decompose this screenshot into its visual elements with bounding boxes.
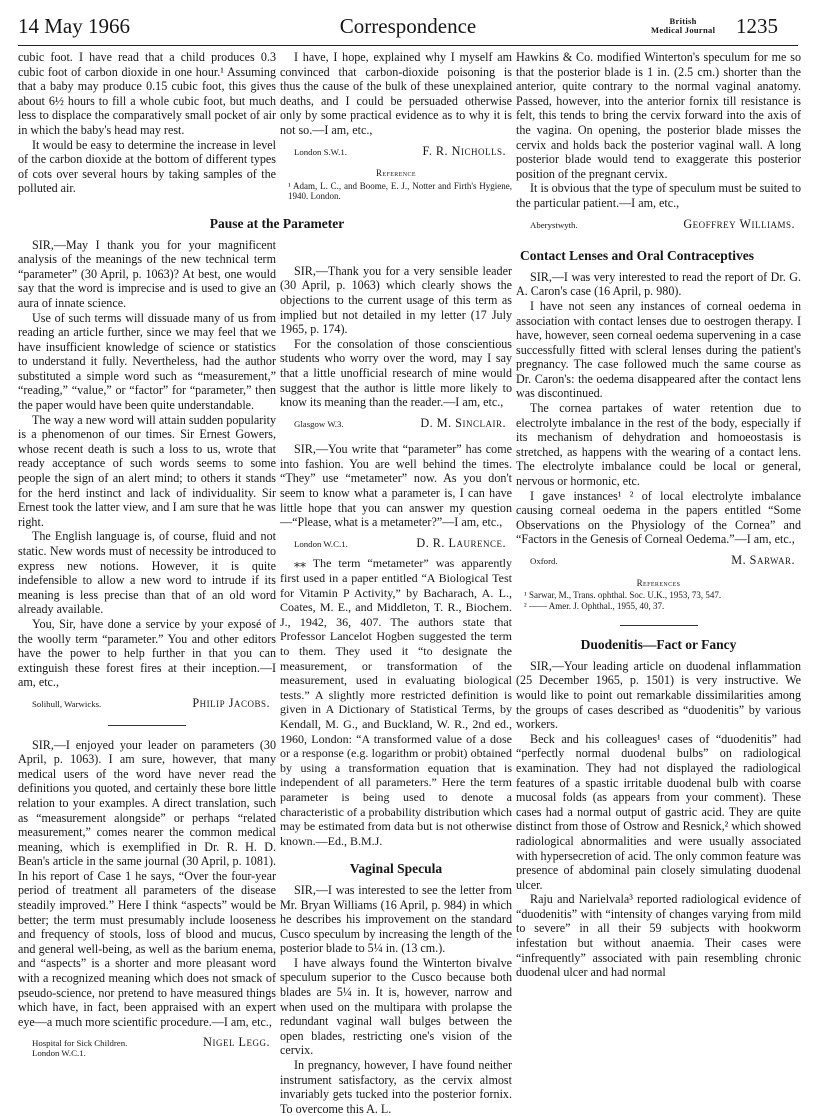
page-header: [0, 0, 816, 40]
paragraph: I have always found the Winterton bivalve speculum superior to the Cusco because both blades are 5¼ in. It is, however, narrow and when used on the multipara with prolapse the redundant vaginal wall bulges between the open blades, restricting one's vision of the cervix.: [280, 955, 512, 1058]
reference: ² —— Amer. J. Ophthal., 1955, 40, 37.: [524, 600, 665, 611]
paragraph: I have not seen any instances of corneal oedema in association with contact lenses due to oestrogen therapy. I have, however, seen corneal oedema supervening in a case successfully fitted with scleral lenses during the patient's pregnancy. The case followed much the same course as Dr. Caron's: the oedema disappeared after the contact lens was discontinued.: [516, 298, 801, 401]
letter-duodenitis: [516, 659, 801, 980]
signature-place: London W.C.1.: [294, 538, 348, 549]
signature: [18, 1035, 276, 1058]
signature: [516, 553, 801, 568]
signature: [280, 416, 512, 431]
article-title: Pause at the Parameter: [209, 215, 345, 231]
paragraph: SIR,—Your leading article on duodenal inflammation (25 December 1965, p. 1501) is very instructive. We would like to point out remarkable dissimilarities among the groups of cases described as “duodenitis” by various workers.: [516, 658, 801, 732]
issue-date: 14 May 1966: [18, 14, 130, 38]
section-title: Correspondence: [339, 14, 477, 38]
column-2: [280, 50, 512, 1116]
spacer: [280, 202, 512, 264]
letter-nicholls: [280, 50, 512, 202]
signature: [280, 144, 512, 159]
letter-continuation: [18, 50, 276, 196]
references-heading: Reference: [376, 168, 416, 179]
signature-name: Geoffrey Williams.: [683, 216, 795, 231]
signature: [280, 536, 512, 551]
paragraph: Use of such terms will dissuade many of us from reading an article further, since we may feel that we have insufficient knowledge of science or statistics to understand it fully. Nevertheless, had the author substituted a simple word such as “measurement,” “reading,” “value,” or “factor” for “parameter,” then the paper would have been quite understandable.: [18, 310, 276, 413]
paragraph: It is obvious that the type of speculum must be suited to the particular patient.—I am, etc.,: [516, 181, 801, 210]
paragraph: SIR,—I was interested to see the letter from Mr. Bryan Williams (16 April, p. 984) in which he describes his improvement on the standard Cusco speculum by increasing the length of the posterior blade to 5¼ in. (13 cm.).: [280, 882, 512, 956]
letter-jacobs: [18, 238, 276, 711]
signature-name: Nigel Legg.: [203, 1035, 270, 1050]
paragraph: Hawkins & Co. modified Winterton's speculum for me so that the posterior blade is 1 in. (2.5 cm.) shorter than the anterior, quite contrary to the normal vaginal anatomy. Passed, however, into the anterior fornix till resistance is felt, this tends to bring the cervix forward into the axis of the vagina. On opening, the posterior blade misses the cervix and holds back the posterior vaginal wall. A long posterior blade would tend to exaggerate this posterior position of the pregnant cervix.: [516, 50, 801, 181]
article-title: Contact Lenses and Oral Contraceptives: [520, 248, 754, 264]
column-3: [516, 50, 801, 980]
paragraph: For the consolation of those conscientious students who worry over the word, may I say that a little unofficial research of mine would suggest that the author is little more likely to know its meaning than the reader.—I am, etc.,: [280, 336, 512, 410]
signature-name: F. R. Nicholls.: [422, 143, 506, 158]
signature-name: M. Sarwar.: [731, 553, 795, 567]
paragraph: The way a new word will attain sudden popularity is a phenomenon of our times. Sir Ernest Gowers, whose recent death is such a loss to us, wrote that ready acceptance of such words seems to some people the sign of an alert mind; to others it stands for the herd instinct and lack of individuality. Sir Ernest took the latter view, and I am sure that he was right.: [18, 412, 276, 529]
paragraph: Raju and Narielvala³ reported radiological evidence of “duodenitis” with “intensity of changes varying from mild to severe” in all their 59 subjects with hookworm infestation but without anaemia. Their cases were “infrequently” associated with pain resembling chronic duodenal ulcer and had normal: [516, 892, 801, 980]
paragraph: It would be easy to determine the increase in level of the carbon dioxide at the bottom of different types of cots over several hours by taking samples of the polluted air.: [18, 137, 276, 196]
signature-place: Glasgow W.3.: [294, 418, 344, 429]
letter-sinclair: [280, 264, 512, 431]
paragraph: SIR,—You write that “parameter” has come into fashion. You are well behind the times. “They” use “metameter” now. As you don't seem to know what a parameter is, I can have little hope that you can answer my question—“Please, what is a metameter?”—I am, etc.,: [280, 442, 512, 530]
signature-name: D. R. Laurence.: [416, 535, 506, 550]
article-title: Vaginal Specula: [349, 861, 443, 877]
signature: [18, 696, 276, 711]
signature-place: Aberystwyth.: [530, 219, 578, 230]
letter-legg: [18, 738, 276, 1059]
paragraph: You, Sir, have done a service by your exposé of the woolly term “parameter.” You and other editors have the power to help further in that you can extinguish these forest fires at their inception.—I am, etc.,: [18, 616, 276, 690]
paragraph: SIR,—I was very interested to read the report of Dr. G. A. Caron's case (16 April, p. 980).: [516, 269, 801, 299]
separator: [620, 625, 698, 626]
paragraph: SIR,—I enjoyed your leader on parameters (30 April, p. 1063). I am sure, however, that many medical users of the word have never read the definitions you quoted, and certainly these bore little relation to your examples. A direct translation, such as “measurement alongside” or perhaps “related measurement,” comes nearer the common medical meaning, which is exemplified in Dr. R. H. D. Bean's article in the same journal (30 April, p. 1081). In his report of Case 1 he says, “Over the four-year period of treatment all parameters of the disease steadily improved.” Here I think “aspects” would be better; the term must presumably include looseness and frequency of stools, loss of blood and mucus, and general well-being, as well as the barium enema, and “aspects” is a shorter and more pleasant word with a recognized meaning which does not smack of pseudo-science, nor pretend to have measured things which have, in fact, been appraised with an expert eye—a much more scientific procedure.—I am, etc.,: [18, 737, 276, 1029]
signature-place: Solihull, Warwicks.: [32, 698, 102, 709]
paragraph: The English language is, of course, fluid and not static. New words must of necessity be introduced to express new notions. However, it is quite indefensible to allow a new word to intrude if its meaning is less precise than that of an old word already available.: [18, 529, 276, 617]
reference: ¹ Sarwar, M., Trans. ophthal. Soc. U.K., 1953, 73, 547.: [524, 590, 722, 601]
paragraph: I have, I hope, explained why I myself am convinced that carbon-dioxide poisoning is thus the cause of the bulk of these unexplained deaths, and I could be persuaded otherwise only by some practical evidence as to why it is not so.—I am, etc.,: [280, 50, 512, 137]
signature: [516, 217, 801, 232]
signature-place: Oxford.: [530, 556, 558, 566]
reference: ¹ Adam, L. C., and Boome, E. J., Notter and Firth's Hygiene, 1940. London.: [288, 180, 512, 202]
article-title: Duodenitis—Fact or Fancy: [580, 637, 737, 653]
paragraph: The cornea partakes of water retention due to electrolyte imbalance in the rest of the body, especially if its mechanism of dehydration and homoeostasis is stretched, as happens with the wearing of a contact lens. The electrolyte imbalance could be local or general, nervous or hormonic, etc.: [516, 401, 801, 489]
header-rule: [18, 45, 798, 46]
signature-place: Hospital for Sick Children. London W.C.1.: [32, 1038, 128, 1059]
journal-name: British Medical Journal: [651, 16, 716, 35]
signature-place: London S.W.1.: [294, 146, 347, 157]
paragraph: In pregnancy, however, I have found neither instrument satisfactory, as the cervix almost invariably gets tucked into the posterior fornix. To overcome this A. L.: [280, 1058, 512, 1116]
letter-vaginal-specula: [280, 883, 512, 1116]
letter-williams: [516, 50, 801, 231]
page-number: 1235: [736, 14, 778, 38]
references-heading: References: [636, 577, 681, 588]
signature-name: D. M. Sinclair.: [420, 415, 506, 430]
letter-contact-lenses: [516, 270, 801, 611]
paragraph: I gave instances¹ ² of local electrolyte imbalance causing corneal oedema in the papers entitled “Some Observations on the Physiology of the Cornea” and “Factors in the Genesis of Corneal Oedema.”—I am, etc.,: [516, 488, 801, 547]
signature-name: Philip Jacobs.: [192, 695, 270, 710]
paragraph: SIR,—Thank you for a very sensible leader (30 April, p. 1063) which clearly shows the objections to the current usage of this term as implied but not detailed in my letter (17 July 1965, p. 174).: [280, 263, 512, 337]
letter-laurence: [280, 442, 512, 550]
paragraph: Beck and his colleagues¹ cases of “duodenitis” had “perfectly normal duodenal bulbs” on radiological examination. They had not displayed the radiological features of a spastic irritable duodenal bulb with coarse mucosal folds (as appears from your comment). These cases had a normal output of gastric acid. They are quite distinct from those of Ostrow and Resnick,² which showed radiological abnormalities and were usually associated with hypersecretion of acid. The only common feature was presence of abdominal pain closely simulating duodenal ulcer.: [516, 731, 801, 892]
separator: [108, 725, 186, 726]
editor-note: ⁎⁎ The term “metameter” was apparently first used in a paper entitled “A Biological Test for Vitamin P Activity,” by Bacharach, A. L., Coates, M. E., and Middleton, T. R., Biochem. J., 1942, 36, 407. The authors state that Professor Lancelot Hogben suggested the term to them. They used it “to designate the measurement, or transformation of the measurement, used in evaluating biological tests.” A slightly more restricted definition is given in A Dictionary of Statistical Terms, by Kendall, M. G., and Buckland, W. R., 2nd ed., 1960, London: “A transformed value of a dose or a response (e.g. logarithm or probit) obtained by using a transformation equation that is independent of all parameters.” Here the term parameter is being used to denote a characteristic of a probability distribution which may be estimated from data but is not otherwise known.—Ed., B.M.J.: [280, 556, 512, 848]
paragraph: SIR,—May I thank you for your magnificent analysis of the meanings of the new technical term “parameter” (30 April, p. 1063)? At best, one would say that the word is imprecise and is used to give an aura of innate science.: [18, 237, 276, 310]
paragraph: cubic foot. I have read that a child produces 0.3 cubic foot of carbon dioxide in one hour.¹ Assuming that a baby may produce 0.15 cubic foot, this gives about 6½ hours to fill a whole cubic foot, but much less to displace the comparatively small pocket of air in which the baby's head may rest.: [18, 50, 276, 137]
